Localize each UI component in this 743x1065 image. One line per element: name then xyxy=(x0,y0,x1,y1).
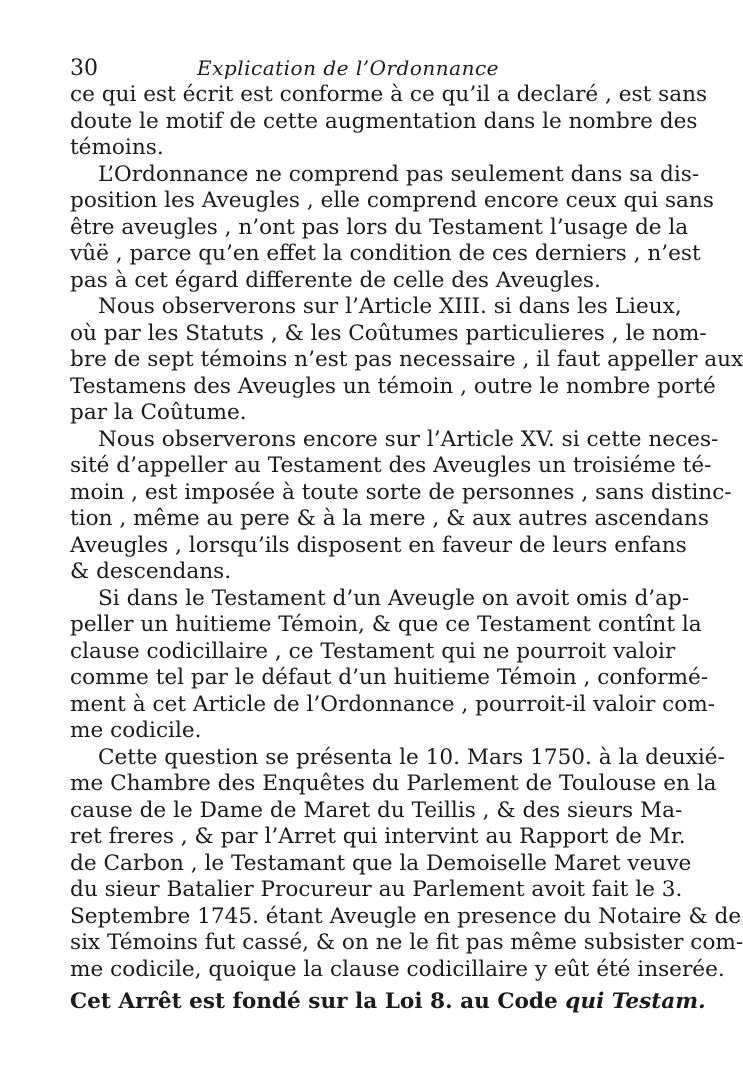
text-line: Septembre 1745. étant Aveugle en presence du Notaire & de xyxy=(70,903,742,929)
final-line xyxy=(70,989,706,1016)
text-line: clause codicillaire , ce Testament qui ne pourroit valoir xyxy=(70,638,676,664)
page-number: 30 xyxy=(70,56,98,81)
text-line: où par les Statuts , & les Coûtumes particulieres , le nom- xyxy=(70,320,707,346)
text-line: Si dans le Testament d’un Aveugle on avoit omis d’ap- xyxy=(98,585,690,611)
text-line: sité d’appeller au Testament des Aveugles un troisiéme té- xyxy=(70,453,712,478)
text-line: peller un huitieme Témoin, & que ce Testament contînt la xyxy=(70,612,702,637)
text-line: Aveugles , lorsqu’ils disposent en faveur de leurs enfans xyxy=(70,532,687,558)
text-line: & descendans. xyxy=(70,559,232,584)
text-line: Nous observerons sur l’Article XIII. si dans les Lieux, xyxy=(98,294,682,319)
final-line-main: Cet Arrêt est fondé sur la Loi 8. au Code xyxy=(70,989,566,1014)
text-line: par la Coûtume. xyxy=(70,400,247,425)
text-line: Cette question se présenta le 10. Mars 1750. à la deuxié- xyxy=(98,744,725,770)
text-line: L’Ordonnance ne comprend pas seulement dans sa dis- xyxy=(98,161,700,187)
text-line: ce qui est écrit est conforme à ce qu’il a declaré , est sans xyxy=(70,82,708,107)
text-line: bre de sept témoins n’est pas necessaire , il faut appeller aux xyxy=(70,347,743,372)
text-line: du sieur Batalier Procureur au Parlement avoit fait le 3. xyxy=(70,877,683,902)
text-line: me codicile. xyxy=(70,718,202,743)
text-line: tion , même au pere & à la mere , & aux autres ascendans xyxy=(70,506,709,531)
text-line: me codicile, quoique la clause codicillaire y eût été inserée. xyxy=(70,956,725,982)
text-line: six Témoins fut cassé, & on ne le fit pas même subsister com- xyxy=(70,930,743,955)
text-line: vûë , parce qu’en effet la condition de ces derniers , n’est xyxy=(70,241,701,266)
text-line: être aveugles , n’ont pas lors du Testament l’usage de la xyxy=(70,214,689,240)
text-line: pas à cet égard differente de celle des Aveugles. xyxy=(70,267,601,293)
text-line: ment à cet Article de l’Ordonnance , pourroit-il valoir com- xyxy=(70,691,716,717)
text-line: position les Aveugles , elle comprend encore ceux qui sans xyxy=(70,188,714,213)
text-line: moin , est imposée à toute sorte de personnes , sans distinc- xyxy=(70,479,732,505)
text-line: cause de le Dame de Maret du Teillis , & des sieurs Ma- xyxy=(70,797,683,823)
text-line: de Carbon , le Testamant que la Demoiselle Maret veuve xyxy=(70,850,692,876)
text-line: me Chambre des Enquêtes du Parlement de Toulouse en la xyxy=(70,771,717,796)
page-header xyxy=(70,50,626,86)
text-line: Nous observerons encore sur l’Article XV. si cette neces- xyxy=(98,426,719,452)
body-text xyxy=(70,82,743,1016)
text-line: ret freres , & par l’Arret qui intervint au Rapport de Mr. xyxy=(70,824,686,849)
final-line-italic: qui Testam. xyxy=(565,989,706,1014)
text-line: doute le motif de cette augmentation dans le nombre des xyxy=(70,108,698,134)
text-line: Testamens des Aveugles un témoin , outre le nombre porté xyxy=(70,373,716,399)
running-head: Explication de l’Ordonnance xyxy=(197,56,499,80)
text-line: témoins. xyxy=(70,135,164,160)
text-line: comme tel par le défaut d’un huitieme Témoin , conformé- xyxy=(70,665,709,690)
